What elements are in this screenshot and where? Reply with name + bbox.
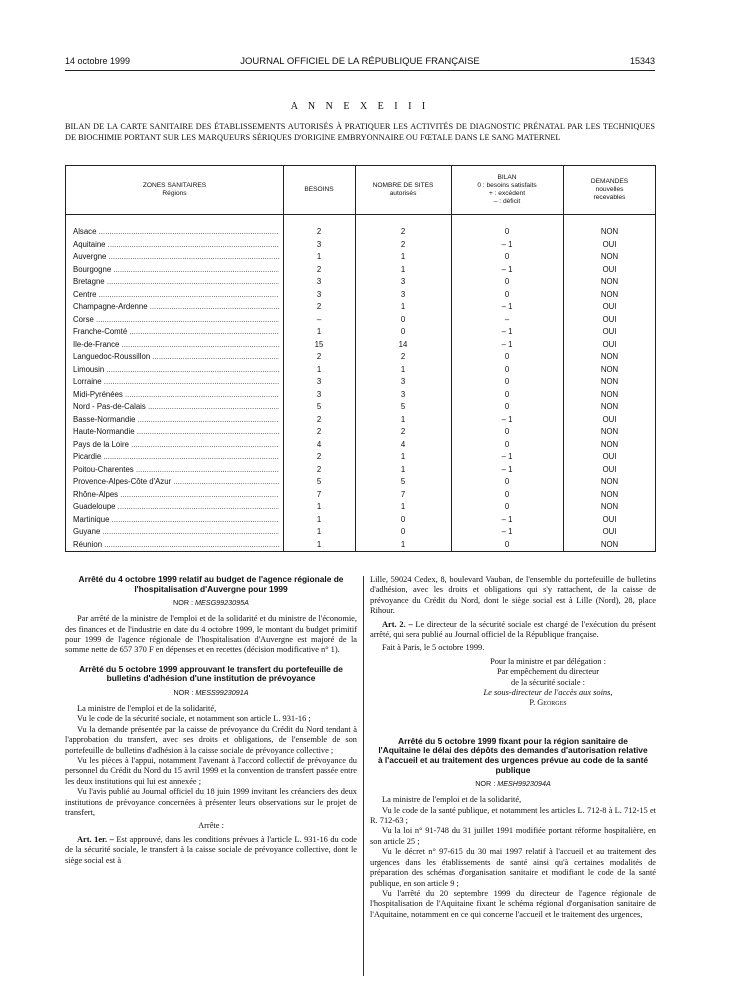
table-row: [66, 501, 655, 514]
table-row: [66, 351, 655, 364]
cell-demandes: OUI: [602, 339, 617, 349]
header-zones-subtitle: Régions: [162, 190, 187, 197]
cell-sites: 1: [400, 364, 406, 374]
cell-demandes: NON: [600, 439, 619, 449]
table-row: [66, 401, 655, 414]
cell-region: Martinique .....: [73, 514, 279, 527]
cell-besoins: 2: [316, 414, 322, 424]
cell-bilan: 0: [504, 227, 510, 236]
arrete-word: Arrête :: [198, 821, 224, 831]
table-row: [66, 464, 655, 477]
table-row: [66, 489, 655, 502]
nor-code: MESS9923091A: [195, 688, 249, 697]
table-row: [66, 414, 655, 427]
table-row: [66, 439, 655, 452]
cell-region: Provence-Alpes-Côte d'Azur .....: [73, 476, 279, 489]
cell-region: Haute-Normandie .....: [73, 426, 279, 439]
header-besoins-title: BESOINS: [304, 186, 334, 193]
cell-demandes: OUI: [602, 327, 617, 336]
fait-a: Fait à Paris, le 5 octobre 1999.: [382, 643, 485, 653]
cell-besoins: 5: [316, 402, 322, 411]
paragraph: Vu le code de la santé publique, et notamment les articles L. 712-8 à L. 712-15 et R. 712-63 ;: [370, 805, 656, 826]
cell-region: Lorraine .....: [73, 376, 279, 389]
cell-sites: 14: [398, 339, 408, 349]
cell-bilan: 0: [504, 289, 510, 299]
left-column: [65, 575, 357, 866]
cell-sites: 0: [400, 327, 406, 336]
cell-region: Réunion .....: [73, 539, 279, 552]
table-row: [66, 539, 655, 552]
cell-demandes: NON: [600, 402, 619, 411]
table-row: [66, 289, 655, 302]
table-row: [66, 426, 655, 439]
paragraph: Vu l'arrêté du 20 septembre 1999 du directeur de l'agence régionale de l'hospitalisation de l'Aquitaine fixant le schéma régional d'organisation sanitaire de l'Aquitaine, notamment en ce qui concerne l'accueil et le traitement des urgences,: [370, 888, 656, 919]
cell-region: Nord - Pas-de-Calais .....: [73, 401, 279, 414]
cell-besoins: 3: [316, 377, 322, 386]
cell-demandes: NON: [600, 389, 619, 399]
cell-bilan: 0: [504, 489, 510, 499]
article-text: Le directeur de la sécurité sociale est chargé de l'exécution du présent arrêté, qui sera publié au Journal officiel de la République française.: [370, 619, 656, 640]
cell-besoins: 1: [316, 514, 322, 524]
paragraph: La ministre de l'emploi et de la solidarité,: [77, 704, 217, 713]
cell-region: Ile-de-France .....: [73, 339, 279, 352]
cell-bilan: –: [504, 314, 510, 324]
header-date: 14 octobre 1999: [65, 56, 131, 66]
cell-sites: 1: [400, 464, 406, 474]
cell-besoins: 2: [316, 464, 322, 474]
paragraph: Vu le décret n° 97-615 du 30 mai 1997 relatif à l'accueil et au traitement des urgences dans les établissements de santé ainsi qu'à certaines modalités de préparation des schémas d'organisation sanitaire et modifiant le code de la santé publique, en son article 9 ;: [370, 847, 656, 888]
nor-label: NOR :: [475, 779, 496, 789]
cell-bilan: 0: [504, 364, 510, 374]
cell-sites: 1: [400, 264, 406, 274]
header-demandes-title: DEMANDES: [590, 178, 629, 185]
arrete-1-body: Par arrêté de la ministre de l'emploi et de la solidarité et du ministre de l'économie, des finances et de l'industrie en date du 4 octobre 1999, le montant du budget primitif pour 1999 de l'agence régionale de l'hospitalisation d'Auvergne est majoré de la somme nette de 657 370 F en dépenses et en recettes (décision modificative n° 1).: [65, 614, 357, 655]
cell-besoins: 1: [316, 539, 322, 549]
cell-bilan: 0: [504, 502, 510, 511]
cell-bilan: 0: [504, 439, 510, 449]
cell-demandes: NON: [600, 377, 619, 386]
cell-demandes: OUI: [602, 414, 617, 424]
header-sites: [355, 166, 451, 214]
cell-demandes: OUI: [602, 527, 617, 536]
paragraph: Vu le code de la sécurité sociale, et notamment son article L. 931-16 ;: [77, 714, 311, 724]
table-row: [66, 239, 655, 252]
cell-demandes: NON: [600, 289, 619, 299]
cell-besoins: 4: [316, 439, 322, 449]
header-zones-title: ZONES SANITAIRES: [142, 182, 207, 189]
cell-region: Basse-Normandie .....: [73, 414, 279, 427]
table-row: [66, 389, 655, 402]
cell-besoins: 1: [316, 527, 322, 536]
nor-label: NOR :: [173, 598, 193, 608]
cell-demandes: NON: [600, 539, 619, 549]
cell-sites: 4: [400, 439, 406, 449]
cell-region: Picardie .....: [73, 451, 279, 464]
cell-sites: 2: [400, 427, 406, 436]
cell-region: Auvergne .....: [73, 251, 279, 264]
header-besoins: [283, 166, 355, 214]
annexe-title: BILAN DE LA CARTE SANITAIRE DES ÉTABLISSEMENTS AUTORISÉS À PRATIQUER LES ACTIVITÉS DE DIAGNOSTIC PRÉNATAL PAR LES TECHNIQUES DE BIOCHIMIE PORTANT SUR LES MARQUEURS SÉRIQUES D'ORIGINE EMBRYONNAIRE OU FŒTALE DANS LE SANG MATERNEL: [65, 122, 655, 142]
header-bilan-legend: + : excédent: [488, 190, 526, 197]
paragraph: Vu la loi n° 91-748 du 31 juillet 1991 modifiée portant réforme hospitalière, en son article 25 ;: [370, 826, 656, 846]
column-separator: [363, 576, 364, 976]
cell-besoins: 5: [316, 477, 322, 486]
cell-besoins: 3: [316, 289, 322, 299]
cell-bilan: – 1: [501, 302, 513, 311]
header-rule: [65, 70, 655, 71]
signature-line: Pour la ministre et par délégation :: [490, 656, 606, 666]
cell-besoins: 15: [314, 339, 324, 349]
table-row: [66, 326, 655, 339]
cell-bilan: 0: [504, 539, 510, 549]
header-journal: JOURNAL OFFICIEL DE LA RÉPUBLIQUE FRANÇAISE: [240, 56, 480, 67]
cell-sites: 5: [400, 477, 406, 486]
cell-demandes: NON: [600, 427, 619, 436]
paragraph: Vu l'avis publié au Journal officiel du 18 juin 1999 invitant les créanciers des deux institutions de prévoyance concernées à présenter leurs observations sur le projet de transfert,: [65, 787, 357, 818]
arrete-2-nor: [65, 688, 357, 697]
header-zones: [66, 166, 283, 214]
cell-besoins: 1: [316, 252, 322, 261]
nor-code: MESG9923095A: [195, 598, 249, 608]
cell-besoins: 7: [316, 489, 322, 499]
cell-region: Poitou-Charentes .....: [73, 464, 279, 477]
cell-region: Corse .....: [73, 314, 279, 327]
cell-demandes: NON: [600, 252, 619, 261]
article-label: Art. 1er. –: [77, 834, 114, 844]
cell-bilan: 0: [504, 477, 510, 486]
cell-bilan: 0: [504, 402, 510, 411]
cell-sites: 3: [400, 289, 406, 299]
cell-region: Centre .....: [73, 289, 279, 302]
cell-besoins: 2: [316, 452, 322, 461]
cell-demandes: NON: [600, 477, 619, 486]
right-column: [370, 575, 656, 920]
cell-demandes: NON: [600, 227, 619, 236]
cell-sites: 1: [400, 452, 406, 461]
signatory-title: Le sous-directeur de l'accès aux soins,: [483, 688, 613, 698]
article-text: Est approuvé, dans les conditions prévues à l'article L. 931-16 du code de la sécurité sociale, le transfert à la caisse sociale de prévoyance collective, dont le siège social est à: [65, 834, 358, 865]
cell-sites: 3: [400, 389, 406, 399]
cell-demandes: OUI: [602, 302, 617, 311]
cell-bilan: – 1: [501, 414, 513, 424]
cell-region: Midi-Pyrénées .....: [73, 389, 279, 402]
cell-besoins: 2: [316, 264, 322, 274]
table-row: [66, 514, 655, 527]
cell-demandes: OUI: [602, 452, 617, 461]
header-bilan: [451, 166, 563, 214]
table-row: [66, 476, 655, 489]
paragraph: Lille, 59024 Cedex, 8, boulevard Vauban, de l'ensemble du portefeuille de bulletins d'adhésion, avec les droits et obligations qui s'y rattachent, de la caisse de prévoyance du Crédit du Nord, dont le siège social est à Lille (Nord), 28, place Rihour.: [370, 575, 656, 616]
arrete-1-title: Arrêté du 4 octobre 1999 relatif au budget de l'agence régionale de l'hospitalisation d'Auvergne pour 1999: [78, 574, 344, 594]
cell-sites: 7: [400, 489, 406, 499]
cell-besoins: 1: [316, 502, 322, 511]
article-1: [65, 835, 357, 866]
header-demandes-subtitle: nouvelles: [595, 186, 624, 193]
cell-bilan: 0: [504, 252, 510, 261]
cell-sites: 1: [400, 302, 406, 311]
cell-bilan: – 1: [501, 239, 513, 249]
signatory-name: P. Georges: [529, 698, 567, 708]
cell-besoins: 2: [316, 427, 322, 436]
cell-besoins: 2: [316, 227, 322, 236]
header-bilan-title: BILAN: [497, 174, 517, 181]
table-row: [66, 526, 655, 539]
cell-besoins: 2: [316, 352, 322, 361]
cell-sites: 1: [400, 502, 406, 511]
cell-bilan: – 1: [501, 264, 513, 274]
arrete-2-title: Arrêté du 5 octobre 1999 approuvant le transfert du portefeuille de bulletins d'adhésion d'une institution de prévoyance: [79, 663, 343, 684]
cell-bilan: 0: [504, 389, 510, 399]
cell-bilan: – 1: [501, 514, 513, 524]
cell-region: Champagne-Ardenne .....: [73, 301, 279, 314]
cell-bilan: – 1: [501, 339, 513, 349]
cell-bilan: – 1: [501, 527, 513, 536]
cell-sites: 0: [400, 527, 406, 536]
annexe-label: A N N E X E I I I: [290, 101, 430, 112]
cell-besoins: 1: [316, 327, 322, 336]
table-row: [66, 226, 655, 239]
cell-sites: 3: [400, 377, 406, 386]
paragraph: La ministre de l'emploi et de la solidarité,: [382, 795, 522, 805]
cell-bilan: – 1: [501, 327, 513, 336]
cell-sites: 1: [400, 252, 406, 261]
cell-region: Limousin .....: [73, 364, 279, 377]
cell-region: Bretagne .....: [73, 276, 279, 289]
nor-label: NOR :: [173, 688, 194, 697]
signature-line: [440, 688, 656, 698]
cell-demandes: NON: [600, 364, 619, 374]
cell-sites: 3: [400, 277, 406, 286]
cell-region: Pays de la Loire .....: [73, 439, 279, 452]
cell-besoins: 1: [316, 364, 322, 374]
cell-sites: 1: [400, 414, 406, 424]
header-demandes: [563, 166, 656, 214]
header-bilan-legend: – : déficit: [493, 198, 521, 205]
cell-bilan: 0: [504, 427, 510, 436]
cell-besoins: 3: [316, 277, 322, 286]
header-sites-title: NOMBRE DE SITES: [372, 182, 434, 189]
cell-sites: 5: [400, 402, 406, 411]
cell-sites: 2: [400, 227, 406, 236]
header-divider: [66, 214, 655, 215]
cell-region: Aquitaine .....: [73, 239, 279, 252]
cell-besoins: 3: [316, 239, 322, 249]
cell-region: Guyane .....: [73, 526, 279, 539]
table-row: [66, 314, 655, 327]
arrete-1-nor: [65, 598, 357, 607]
cell-bilan: 0: [504, 352, 510, 361]
cell-demandes: OUI: [602, 314, 617, 324]
arrete-3-title: Arrêté du 5 octobre 1999 fixant pour la région sanitaire de l'Aquitaine le délai des dépôts des demandes d'autorisation relative à l'accueil et au traitement des urgences prévue au code de la santé publique: [377, 735, 649, 775]
page-header: [65, 56, 655, 70]
cell-demandes: NON: [600, 277, 619, 286]
header-page-number: 15343: [629, 56, 655, 66]
cell-region: Languedoc-Roussillon .....: [73, 351, 279, 364]
cell-demandes: OUI: [602, 264, 617, 274]
cell-demandes: OUI: [602, 239, 617, 249]
cell-bilan: – 1: [501, 452, 513, 461]
cell-bilan: 0: [504, 277, 510, 286]
header-demandes-subtitle: recevables: [593, 194, 626, 201]
cell-demandes: NON: [600, 489, 619, 499]
signature-block: [370, 657, 656, 709]
cell-sites: 0: [400, 314, 406, 324]
cell-demandes: OUI: [602, 514, 617, 524]
nor-code: MESH9923094A: [497, 779, 551, 789]
table-row: [66, 301, 655, 314]
cell-besoins: 2: [316, 302, 322, 311]
header-sites-subtitle: autorisés: [389, 190, 417, 197]
cell-sites: 2: [400, 352, 406, 361]
cell-sites: 0: [400, 514, 406, 524]
paragraph: Vu les pièces à l'appui, notamment l'avenant à l'accord collectif de prévoyance du personnel du Crédit du Nord du 15 avril 1999 et la convention de transfert passée entre les deux institutions qui lui est annexée ;: [65, 756, 357, 786]
cell-region: Franche-Comté .....: [73, 326, 279, 339]
cell-demandes: NON: [600, 502, 619, 511]
table-row: [66, 264, 655, 277]
cell-region: Bourgogne .....: [73, 264, 279, 277]
article-2: [370, 620, 656, 641]
paragraph: Vu la demande présentée par la caisse de prévoyance du Crédit du Nord tendant à l'approbation du transfert, avec ses droits et obligations, de l'ensemble de son portefeuille de bulletins d'adhésion à la caisse sociale de prévoyance collective ;: [65, 724, 357, 755]
cell-besoins: –: [316, 314, 322, 324]
cell-demandes: OUI: [602, 464, 617, 474]
cell-region: Alsace .....: [73, 226, 279, 239]
cell-besoins: 3: [316, 389, 322, 399]
signature-line: de la sécurité sociale :: [511, 677, 585, 687]
cell-region: Guadeloupe .....: [73, 501, 279, 514]
carte-sanitaire-table: [65, 165, 656, 552]
table-row: [66, 451, 655, 464]
cell-bilan: 0: [504, 377, 510, 386]
header-bilan-legend: 0 : besoins satisfaits: [477, 182, 537, 189]
table-row: [66, 251, 655, 264]
signature-line: Par empêchement du directeur: [496, 667, 600, 677]
arrete-3-nor: [370, 779, 656, 788]
article-label: Art. 2. –: [382, 619, 413, 629]
table-row: [66, 276, 655, 289]
cell-sites: 2: [400, 239, 406, 249]
cell-region: Rhône-Alpes .....: [73, 489, 279, 502]
table-row: [66, 376, 655, 389]
table-row: [66, 364, 655, 377]
table-body: [66, 226, 655, 551]
cell-sites: 1: [400, 539, 406, 549]
table-row: [66, 339, 655, 352]
cell-demandes: NON: [600, 352, 619, 361]
cell-bilan: – 1: [501, 464, 513, 474]
